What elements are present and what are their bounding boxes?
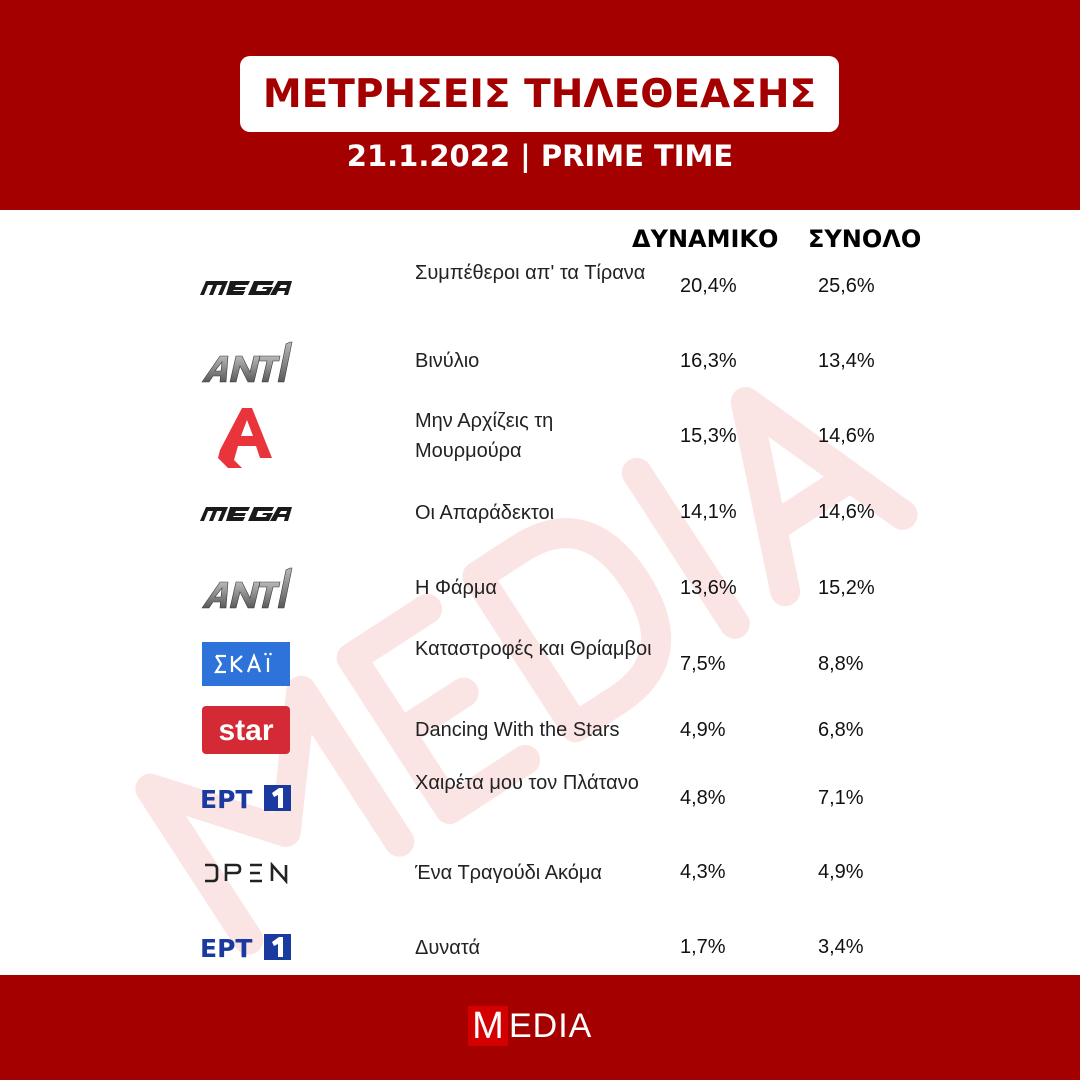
- header-band: [0, 0, 1080, 210]
- mega-logo-icon: [198, 276, 294, 300]
- dynamic-value: 4,3%: [680, 861, 726, 883]
- total-value: 4,9%: [818, 861, 864, 883]
- table-row: [0, 634, 1080, 694]
- svg-text:ΕΡΤ: ΕΡΤ: [200, 934, 253, 961]
- total-value: 14,6%: [818, 501, 875, 523]
- total-value: 13,4%: [818, 350, 875, 372]
- media-logo-rest: EDIA: [509, 1007, 593, 1045]
- dynamic-value: 1,7%: [680, 936, 726, 958]
- title-box: [240, 56, 839, 132]
- total-value: 7,1%: [818, 787, 864, 809]
- media-logo: [468, 1006, 592, 1046]
- media-logo-m: M: [468, 1006, 508, 1046]
- show-title: Dancing With the Stars: [415, 719, 620, 741]
- total-value: 8,8%: [818, 653, 864, 675]
- show-title: Η Φάρμα: [415, 577, 497, 599]
- ant1-logo-icon: [198, 564, 294, 610]
- column-header-dynamic: ΔΥΝΑΜΙΚΟ: [632, 225, 779, 253]
- dynamic-value: 14,1%: [680, 501, 737, 523]
- table-row: [0, 856, 1080, 890]
- table-row: [0, 496, 1080, 532]
- svg-text:star: star: [218, 714, 274, 747]
- page-subtitle: 21.1.2022 | PRIME TIME: [346, 139, 734, 173]
- total-value: 15,2%: [818, 577, 875, 599]
- table-row: [0, 406, 1080, 470]
- page-title: ΜΕΤΡΗΣΕΙΣ ΤΗΛΕΘΕΑΣΗΣ: [262, 71, 817, 117]
- mega-logo-icon: [198, 504, 294, 524]
- table-row: [0, 932, 1080, 962]
- show-title: Καταστροφές και Θρίαμβοι: [415, 638, 652, 660]
- dynamic-value: 4,9%: [680, 719, 726, 741]
- ert1-logo-icon: [198, 932, 294, 962]
- dynamic-value: 20,4%: [680, 275, 737, 297]
- table-row: [0, 706, 1080, 754]
- table-row: [0, 338, 1080, 388]
- column-header-total: ΣΥΝΟΛΟ: [808, 225, 922, 253]
- alpha-logo-icon: [198, 406, 294, 470]
- show-title: Οι Απαράδεκτοι: [415, 502, 555, 524]
- skai-logo-icon: [198, 642, 294, 686]
- show-title: Συμπέθεροι απ' τα Τίρανα: [415, 262, 646, 284]
- total-value: 6,8%: [818, 719, 864, 741]
- ant1-logo-icon: [198, 338, 294, 384]
- total-value: 14,6%: [818, 425, 875, 447]
- table-row: [0, 768, 1080, 828]
- svg-text:ΕΡΤ: ΕΡΤ: [200, 785, 253, 812]
- total-value: 25,6%: [818, 275, 875, 297]
- star-logo-icon: [198, 706, 294, 754]
- total-value: 3,4%: [818, 936, 864, 958]
- show-title: Ένα Τραγούδι Ακόμα: [415, 862, 602, 884]
- table-row: [0, 564, 1080, 614]
- show-title: Χαιρέτα μου τον Πλάτανο: [415, 772, 639, 794]
- dynamic-value: 4,8%: [680, 787, 726, 809]
- show-title: Δυνατά: [415, 937, 481, 959]
- ert1-logo-icon: [198, 784, 294, 812]
- dynamic-value: 7,5%: [680, 653, 726, 675]
- open-logo-icon: [198, 862, 294, 884]
- show-title: Μην Αρχίζεις τη Μουρμούρα: [415, 410, 554, 462]
- dynamic-value: 16,3%: [680, 350, 737, 372]
- show-title: Βινύλιο: [415, 350, 480, 372]
- table-row: [0, 258, 1080, 318]
- dynamic-value: 15,3%: [680, 425, 737, 447]
- dynamic-value: 13,6%: [680, 577, 737, 599]
